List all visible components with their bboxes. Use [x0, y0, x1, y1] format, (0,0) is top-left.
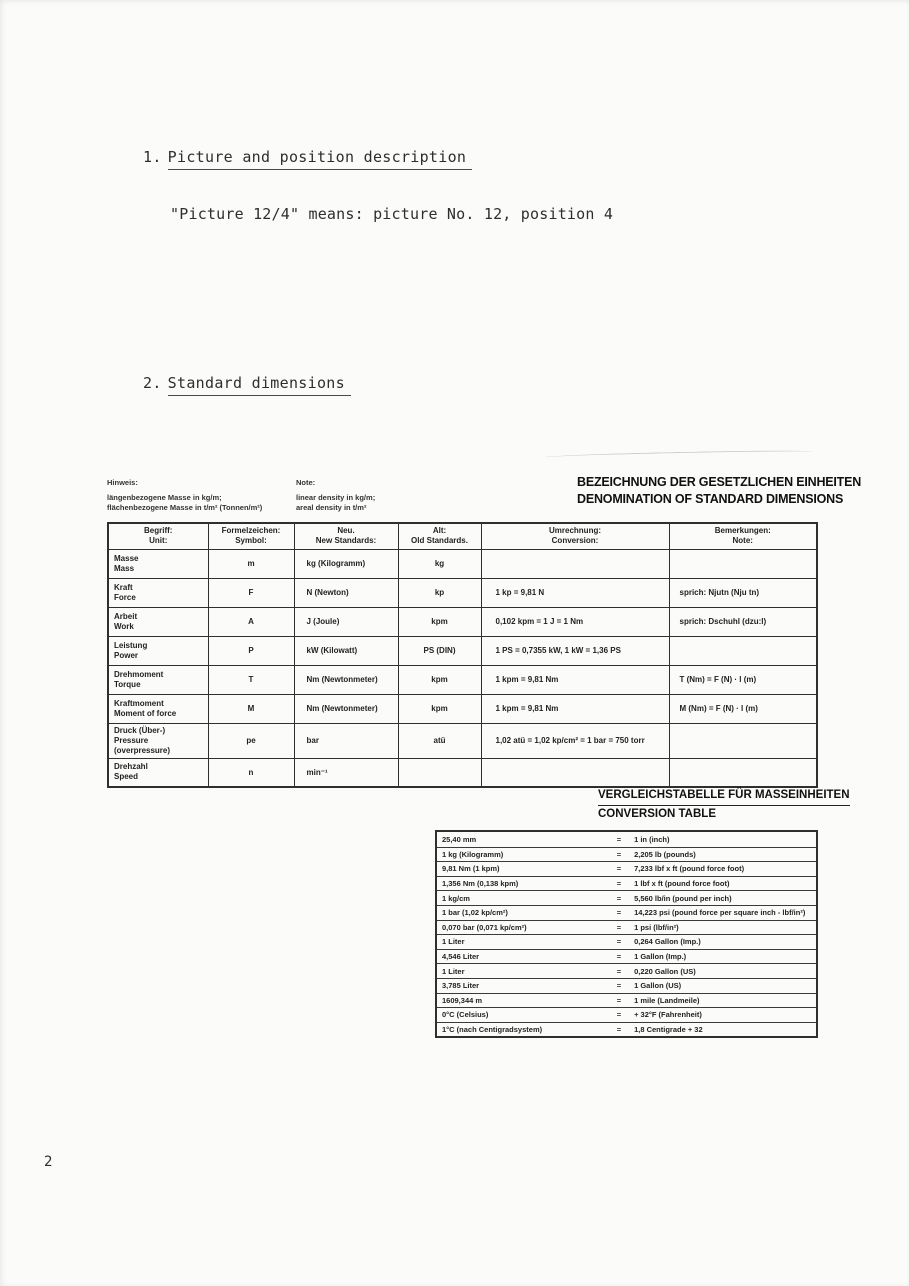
- cell-unit: [108, 578, 208, 607]
- page-number: 2: [44, 1154, 53, 1170]
- conversion-row: [437, 832, 816, 847]
- cell-symbol: m: [208, 549, 294, 578]
- dimensions-title-german: BEZEICHNUNG DER GESETZLICHEN EINHEITEN: [577, 475, 862, 489]
- cell-new: bar: [294, 723, 398, 758]
- conversion-row: [437, 993, 816, 1008]
- unit-name-en: Moment of force: [114, 708, 177, 718]
- column-header-de: Begriff:: [144, 526, 173, 536]
- unit-name-en: Torque: [114, 679, 141, 689]
- equals-sign: =: [616, 1025, 622, 1035]
- column-header-en: Conversion:: [551, 536, 599, 546]
- column-header: [481, 523, 669, 549]
- conversion-row: [437, 949, 816, 964]
- conversion-from-value: 1 kg/cm: [442, 893, 470, 903]
- cell-new: Nm (Newtonmeter): [294, 665, 398, 694]
- unit-name-en: Power: [114, 650, 139, 660]
- cell-old: kg: [398, 549, 481, 578]
- cell-symbol: pe: [208, 723, 294, 758]
- equals-sign: =: [616, 908, 622, 918]
- cell-new: kW (Kilowatt): [294, 636, 398, 665]
- table-row: [108, 607, 817, 636]
- conversion-row: [437, 978, 816, 993]
- unit-name-de: Leistung: [114, 640, 148, 650]
- cell-conversion: 1 kp = 9,81 N: [481, 578, 669, 607]
- conversion-to-value: + 32°F (Fahrenheit): [634, 1010, 702, 1020]
- table-row: [108, 549, 817, 578]
- unit-name-en: Pressure (overpressure): [114, 735, 171, 755]
- cell-symbol: F: [208, 578, 294, 607]
- equals-sign: =: [616, 952, 622, 962]
- unit-name-de: Kraftmoment: [114, 698, 164, 708]
- conversion-row: [437, 963, 816, 978]
- unit-name-de: Drehmoment: [114, 669, 164, 679]
- unit-name-en: Work: [114, 621, 134, 631]
- cell-old: kpm: [398, 694, 481, 723]
- conversion-table: [435, 830, 818, 1038]
- equals-sign: =: [616, 1010, 622, 1020]
- cell-note: T (Nm) = F (N) · l (m): [669, 665, 817, 694]
- conversion-row: [437, 934, 816, 949]
- conversion-from-value: 1 kg (Kilogramm): [442, 849, 504, 859]
- equals-sign: =: [616, 922, 622, 932]
- conversion-from-value: 1 bar (1,02 kp/cm²): [442, 908, 508, 918]
- conversion-from-value: 4,546 Liter: [442, 952, 480, 962]
- cell-new: min⁻¹: [294, 758, 398, 787]
- conversion-from-value: 0,070 bar (0,071 kp/cm²): [442, 922, 527, 932]
- conversion-row: [437, 847, 816, 862]
- cell-unit: [108, 723, 208, 758]
- section-2-title: Standard dimensions: [168, 374, 351, 396]
- conversion-from-value: 0°C (Celsius): [442, 1010, 489, 1020]
- column-header-en: New Standards:: [315, 536, 377, 546]
- column-header: [208, 523, 294, 549]
- cell-old: kp: [398, 578, 481, 607]
- section-1-body-text: "Picture 12/4" means: picture No. 12, position 4: [170, 205, 614, 223]
- conversion-from-value: 1 Liter: [442, 966, 465, 976]
- unit-name-de: Masse: [114, 553, 139, 563]
- cell-unit: [108, 607, 208, 636]
- cell-note: [669, 758, 817, 787]
- conversion-to-value: 5,560 lb/in (pound per inch): [634, 893, 732, 903]
- equals-sign: =: [616, 893, 622, 903]
- conversion-title-german: VERGLEICHSTABELLE FÜR MASSEINHEITEN: [598, 787, 850, 806]
- note-german-label: Hinweis:: [107, 478, 138, 487]
- note-english-label: Note:: [296, 478, 316, 487]
- cell-conversion: 1,02 atü = 1,02 kp/cm² = 1 bar = 750 torr: [481, 723, 669, 758]
- cell-conversion: 1 kpm = 9,81 Nm: [481, 694, 669, 723]
- dimensions-table-title: [577, 474, 862, 508]
- cell-conversion: [481, 758, 669, 787]
- conversion-to-value: 0,220 Gallon (US): [634, 966, 696, 976]
- column-header-en: Old Standards.: [411, 536, 468, 546]
- unit-name-de: Drehzahl: [114, 762, 148, 772]
- column-header-de: Alt:: [432, 526, 447, 536]
- conversion-to-value: 1 Gallon (US): [634, 981, 682, 991]
- cell-conversion: 1 PS = 0,7355 kW, 1 kW = 1,36 PS: [481, 636, 669, 665]
- unit-name-de: Kraft: [114, 582, 133, 592]
- cell-unit: [108, 636, 208, 665]
- column-header-en: Unit:: [149, 536, 168, 546]
- cell-old: kpm: [398, 665, 481, 694]
- cell-note: M (Nm) = F (N) · l (m): [669, 694, 817, 723]
- conversion-from-value: 1609,344 m: [442, 995, 483, 1005]
- table-row: [108, 723, 817, 758]
- cell-unit: [108, 665, 208, 694]
- conversion-from-value: 25,40 mm: [442, 834, 477, 844]
- cell-symbol: T: [208, 665, 294, 694]
- cell-note: sprich: Njutn (Nju tn): [669, 578, 817, 607]
- conversion-title-english: CONVERSION TABLE: [598, 808, 716, 820]
- cell-note: sprich: Dschuhl (dzu:l): [669, 607, 817, 636]
- cell-note: [669, 549, 817, 578]
- note-english-line2: areal density in t/m²: [296, 503, 367, 512]
- cell-conversion: [481, 549, 669, 578]
- conversion-to-value: 1 psi (lbf/in²): [634, 922, 679, 932]
- conversion-from-value: 1,356 Nm (0,138 kpm): [442, 879, 519, 889]
- scan-smudge: [545, 449, 813, 460]
- conversion-to-value: 7,233 lbf x ft (pound force foot): [634, 864, 745, 874]
- unit-name-de: Arbeit: [114, 611, 138, 621]
- equals-sign: =: [616, 849, 622, 859]
- equals-sign: =: [616, 995, 622, 1005]
- equals-sign: =: [616, 937, 622, 947]
- conversion-to-value: 1 in (inch): [634, 834, 670, 844]
- cell-symbol: P: [208, 636, 294, 665]
- standard-dimensions-table: [107, 522, 818, 788]
- conversion-to-value: 2,205 lb (pounds): [634, 849, 696, 859]
- table-row: [108, 665, 817, 694]
- cell-symbol: n: [208, 758, 294, 787]
- column-header-de: Bemerkungen:: [714, 526, 771, 536]
- unit-name-de: Druck (Über-): [114, 725, 166, 735]
- cell-new: kg (Kilogramm): [294, 549, 398, 578]
- column-header-en: Note:: [732, 536, 753, 546]
- conversion-from-value: 9,81 Nm (1 kpm): [442, 864, 500, 874]
- section-1-title: Picture and position description: [168, 148, 473, 170]
- column-header: [669, 523, 817, 549]
- column-header: [294, 523, 398, 549]
- section-2-number: 2.: [143, 374, 162, 392]
- unit-name-en: Force: [114, 592, 136, 602]
- section-1-number: 1.: [143, 148, 162, 166]
- table-row: [108, 578, 817, 607]
- conversion-to-value: 1 lbf x ft (pound force foot): [634, 879, 730, 889]
- conversion-row: [437, 890, 816, 905]
- cell-old: kpm: [398, 607, 481, 636]
- equals-sign: =: [616, 864, 622, 874]
- conversion-from-value: 1 Liter: [442, 937, 465, 947]
- cell-note: [669, 723, 817, 758]
- note-english-line1: linear density in kg/m;: [296, 493, 376, 502]
- conversion-row: [437, 1007, 816, 1022]
- conversion-to-value: 14,223 psi (pound force per square inch - lbf/in²): [634, 908, 806, 918]
- cell-conversion: 0,102 kpm = 1 J = 1 Nm: [481, 607, 669, 636]
- cell-note: [669, 636, 817, 665]
- conversion-row: [437, 905, 816, 920]
- unit-name-en: Speed: [114, 772, 139, 782]
- conversion-to-value: 1 Gallon (Imp.): [634, 952, 687, 962]
- cell-new: Nm (Newtonmeter): [294, 694, 398, 723]
- column-header: [108, 523, 208, 549]
- table-row: [108, 636, 817, 665]
- equals-sign: =: [616, 981, 622, 991]
- conversion-row: [437, 920, 816, 935]
- column-header-de: Neu.: [337, 526, 355, 536]
- column-header-de: Umrechnung:: [549, 526, 601, 536]
- equals-sign: =: [616, 966, 622, 976]
- unit-name-en: Mass: [114, 563, 135, 573]
- conversion-row: [437, 1022, 816, 1037]
- conversion-from-value: 3,785 Liter: [442, 981, 480, 991]
- conversion-to-value: 1,8 Centigrade + 32: [634, 1025, 703, 1035]
- conversion-from-value: 1°C (nach Centigradsystem): [442, 1025, 543, 1035]
- column-header: [398, 523, 481, 549]
- note-german-line2: flächenbezogene Masse in t/m² (Tonnen/m²): [107, 503, 263, 512]
- dimensions-title-english: DENOMINATION OF STANDARD DIMENSIONS: [577, 492, 844, 506]
- cell-old: PS (DIN): [398, 636, 481, 665]
- cell-symbol: A: [208, 607, 294, 636]
- column-header-de: Formelzeichen:: [221, 526, 281, 536]
- table-row: [108, 758, 817, 787]
- cell-conversion: 1 kpm = 9,81 Nm: [481, 665, 669, 694]
- conversion-row: [437, 876, 816, 891]
- cell-old: atü: [398, 723, 481, 758]
- section-1-heading: [143, 148, 472, 166]
- note-german: [107, 478, 287, 513]
- conversion-to-value: 1 mile (Landmeile): [634, 995, 700, 1005]
- cell-unit: [108, 694, 208, 723]
- conversion-to-value: 0,264 Gallon (Imp.): [634, 937, 701, 947]
- cell-new: J (Joule): [294, 607, 398, 636]
- table-header-row: [108, 523, 817, 549]
- section-2-heading: [143, 374, 351, 392]
- table-row: [108, 694, 817, 723]
- equals-sign: =: [616, 879, 622, 889]
- cell-unit: [108, 758, 208, 787]
- cell-unit: [108, 549, 208, 578]
- conversion-table-title: [598, 787, 850, 823]
- cell-old: [398, 758, 481, 787]
- cell-new: N (Newton): [294, 578, 398, 607]
- cell-symbol: M: [208, 694, 294, 723]
- equals-sign: =: [616, 834, 622, 844]
- note-english: [296, 478, 456, 513]
- conversion-row: [437, 861, 816, 876]
- column-header-en: Symbol:: [235, 536, 267, 546]
- note-german-line1: längenbezogene Masse in kg/m;: [107, 493, 222, 502]
